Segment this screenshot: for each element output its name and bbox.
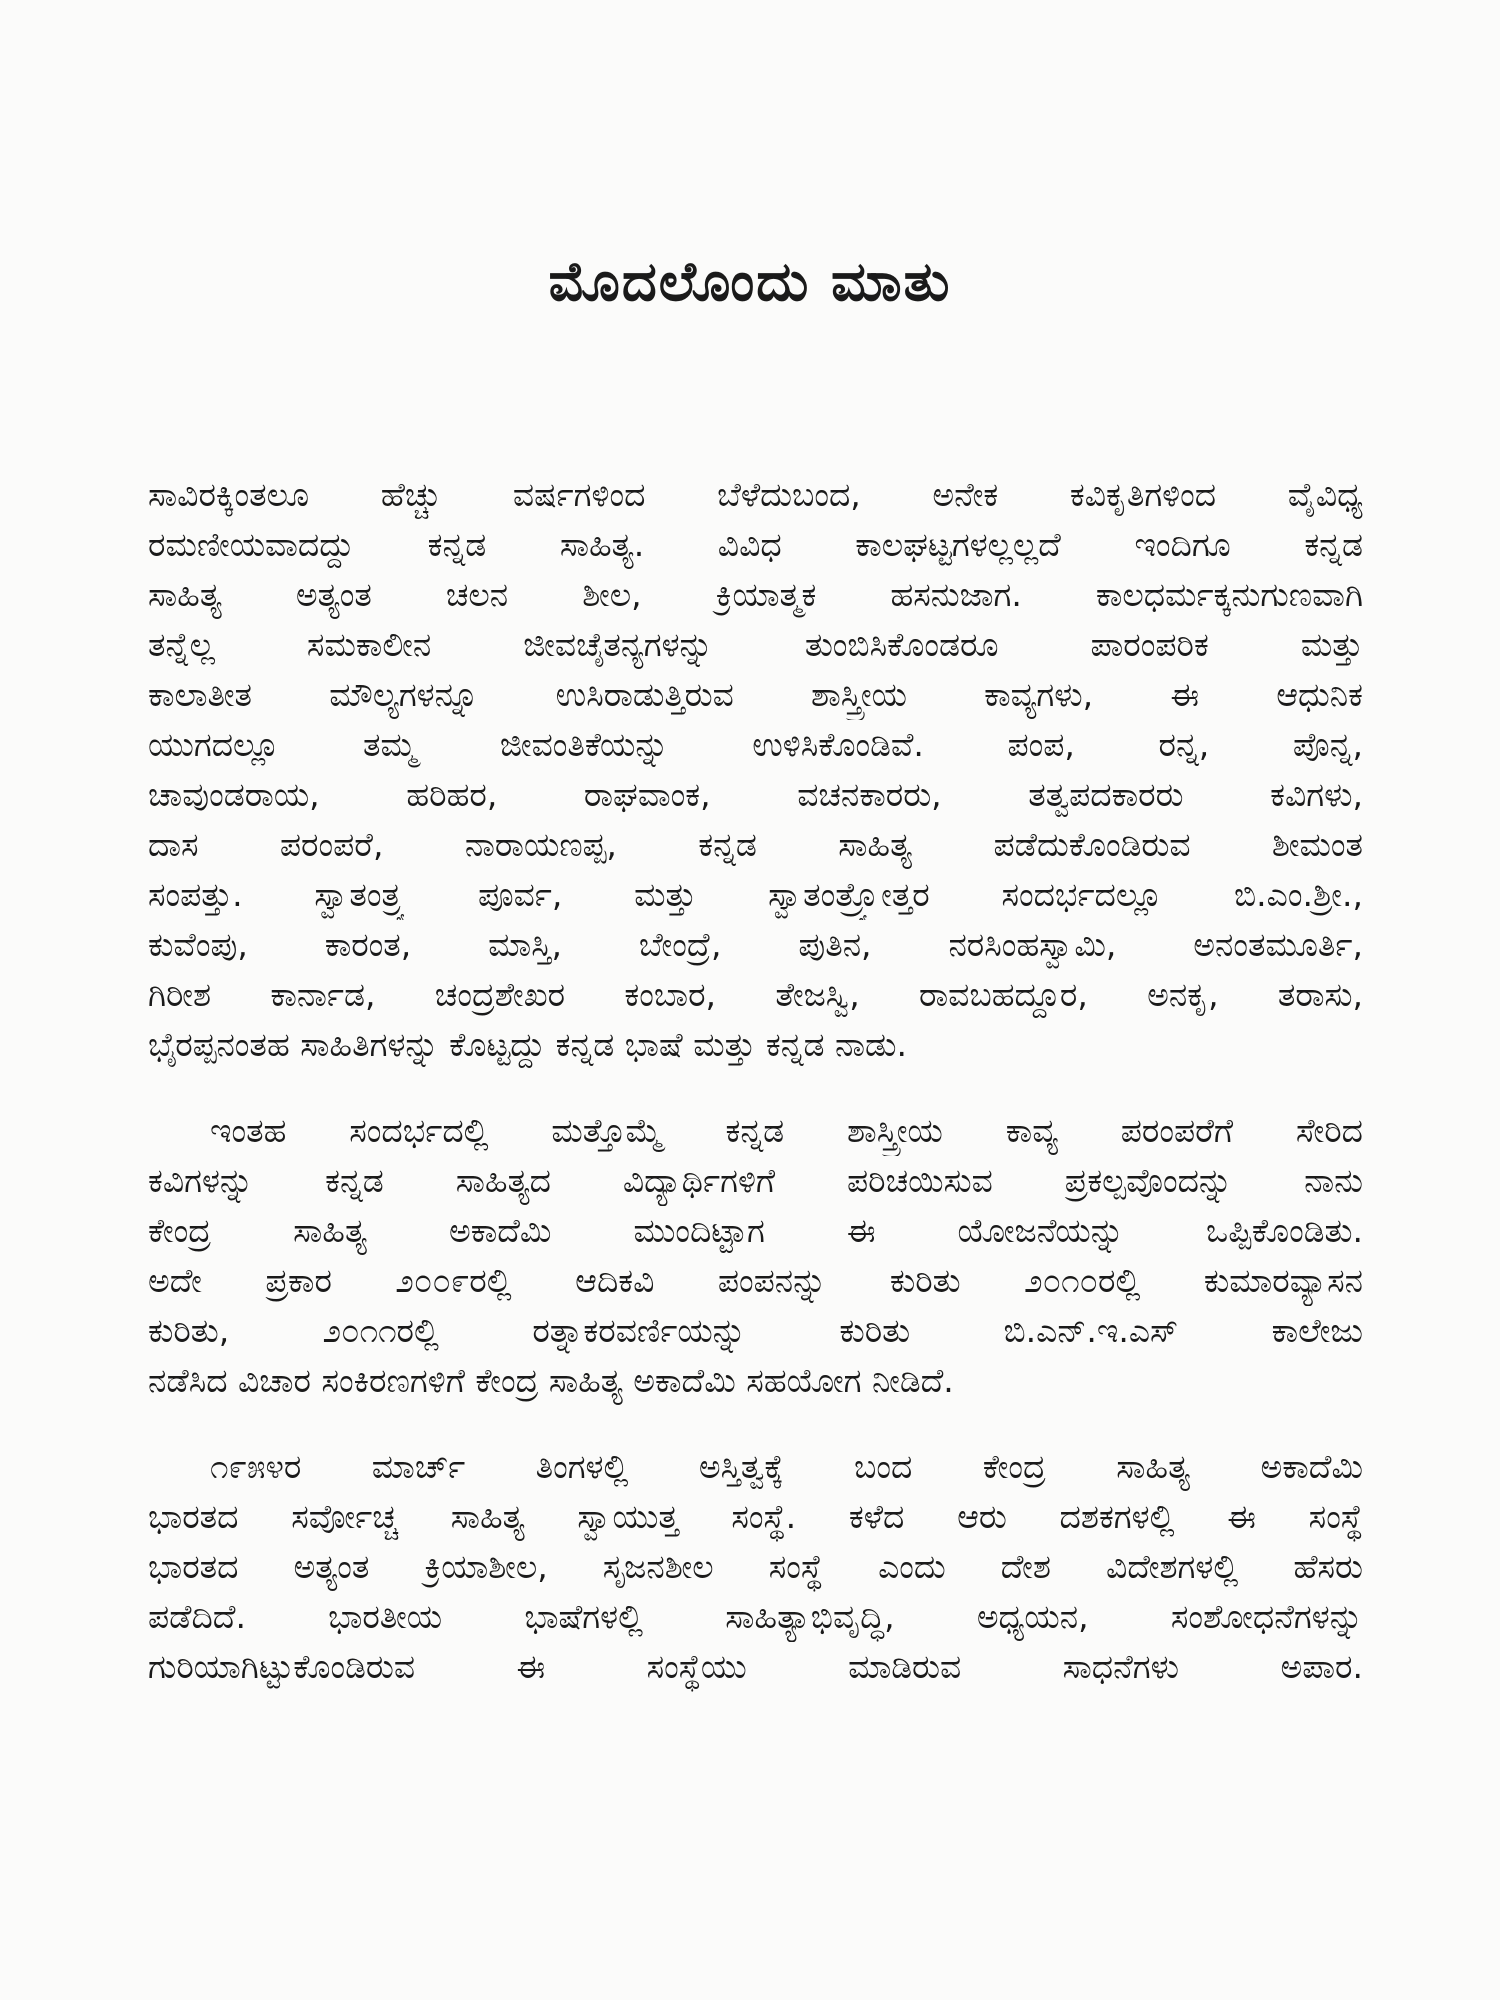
text-line: ಕಾಲಾತೀತ ಮೌಲ್ಯಗಳನ್ನೂ ಉಸಿರಾಡುತ್ತಿರುವ ಶಾಸ್ತ್ರೀಯ ಕಾವ್ಯಗಳು, ಈ ಆಧುನಿಕ [148,675,1363,714]
text-line: ಸಂಪತ್ತು. ಸ್ವಾತಂತ್ರ್ಯ ಪೂರ್ವ, ಮತ್ತು ಸ್ವಾತಂತ್ರ್ಯೋತ್ತರ ಸಂದರ್ಭದಲ್ಲೂ ಬಿ.ಎಂ.ಶ್ರೀ., [148,875,1363,914]
paragraph-2 [148,1106,1363,1406]
text-line: ನಡೆಸಿದ ವಿಚಾರ ಸಂಕಿರಣಗಳಿಗೆ ಕೇಂದ್ರ ಸಾಹಿತ್ಯ ಅಕಾದೆಮಿ ಸಹಯೋಗ ನೀಡಿದೆ. [148,1361,954,1400]
page-title: ಮೊದಲೊಂದು ಮಾತು [548,250,952,313]
text-line: ಭಾರತದ ಸರ್ವೋಚ್ಚ ಸಾಹಿತ್ಯ ಸ್ವಾಯುತ್ತ ಸಂಸ್ಥೆ. ಕಳೆದ ಆರು ದಶಕಗಳಲ್ಲಿ ಈ ಸಂಸ್ಥೆ [148,1497,1363,1536]
text-line: ಕುರಿತು, ೨೦೧೧ರಲ್ಲಿ ರತ್ನಾಕರವರ್ಣಿಯನ್ನು ಕುರಿತು ಬಿ.ಎನ್.ಇ.ಎಸ್ ಕಾಲೇಜು [148,1311,1363,1350]
text-line: ೧೯೫೪ರ ಮಾರ್ಚ್ ತಿಂಗಳಲ್ಲಿ ಅಸ್ತಿತ್ವಕ್ಕೆ ಬಂದ ಕೇಂದ್ರ ಸಾಹಿತ್ಯ ಅಕಾದೆಮಿ [210,1447,1363,1486]
text-line: ಗುರಿಯಾಗಿಟ್ಟುಕೊಂಡಿರುವ ಈ ಸಂಸ್ಥೆಯು ಮಾಡಿರುವ ಸಾಧನೆಗಳು ಅಪಾರ. [148,1647,1363,1686]
text-line: ಪಡೆದಿದೆ. ಭಾರತೀಯ ಭಾಷೆಗಳಲ್ಲಿ ಸಾಹಿತ್ಯಾಭಿವೃದ್ಧಿ, ಅಧ್ಯಯನ, ಸಂಶೋಧನೆಗಳನ್ನು [148,1597,1363,1636]
text-line: ಅದೇ ಪ್ರಕಾರ ೨೦೦೯ರಲ್ಲಿ ಆದಿಕವಿ ಪಂಪನನ್ನು ಕುರಿತು ೨೦೧೦ರಲ್ಲಿ ಕುಮಾರವ್ಯಾಸನ [148,1261,1363,1300]
text-line: ಭೈರಪ್ಪನಂತಹ ಸಾಹಿತಿಗಳನ್ನು ಕೊಟ್ಟದ್ದು ಕನ್ನಡ ಭಾಷೆ ಮತ್ತು ಕನ್ನಡ ನಾಡು. [148,1025,908,1064]
text-line: ಸಾಹಿತ್ಯ ಅತ್ಯಂತ ಚಲನ ಶೀಲ, ಕ್ರಿಯಾತ್ಮಕ ಹಸನುಜಾಗ. ಕಾಲಧರ್ಮಕ್ಕನುಗುಣವಾಗಿ [148,575,1363,614]
text-line: ಕುವೆಂಪು, ಕಾರಂತ, ಮಾಸ್ತಿ, ಬೇಂದ್ರೆ, ಪುತಿನ, ನರಸಿಂಹಸ್ವಾಮಿ, ಅನಂತಮೂರ್ತಿ, [148,925,1363,964]
text-line: ಗಿರೀಶ ಕಾರ್ನಾಡ, ಚಂದ್ರಶೇಖರ ಕಂಬಾರ, ತೇಜಸ್ವಿ, ರಾವಬಹದ್ದೂರ, ಅನಕೃ, ತರಾಸು, [148,975,1363,1014]
text-line: ಸಾವಿರಕ್ಕಿಂತಲೂ ಹೆಚ್ಚು ವರ್ಷಗಳಿಂದ ಬೆಳೆದುಬಂದ, ಅನೇಕ ಕವಿಕೃತಿಗಳಿಂದ ವೈವಿಧ್ಯ [148,475,1363,514]
text-line: ರಮಣೀಯವಾದದ್ದು ಕನ್ನಡ ಸಾಹಿತ್ಯ. ವಿವಿಧ ಕಾಲಘಟ್ಟಗಳಲ್ಲಲ್ಲದೆ ಇಂದಿಗೂ ಕನ್ನಡ [148,525,1363,564]
text-line: ಕವಿಗಳನ್ನು ಕನ್ನಡ ಸಾಹಿತ್ಯದ ವಿದ್ಯಾರ್ಥಿಗಳಿಗೆ ಪರಿಚಯಿಸುವ ಪ್ರಕಲ್ಪವೊಂದನ್ನು ನಾನು [148,1161,1363,1200]
text-line: ಯುಗದಲ್ಲೂ ತಮ್ಮ ಜೀವಂತಿಕೆಯನ್ನು ಉಳಿಸಿಕೊಂಡಿವೆ. ಪಂಪ, ರನ್ನ, ಪೊನ್ನ, [148,725,1363,764]
text-line: ಭಾರತದ ಅತ್ಯಂತ ಕ್ರಿಯಾಶೀಲ, ಸೃಜನಶೀಲ ಸಂಸ್ಥೆ ಎಂದು ದೇಶ ವಿದೇಶಗಳಲ್ಲಿ ಹೆಸರು [148,1547,1363,1586]
paragraph-1 [148,470,1363,1070]
text-line: ತನ್ನೆಲ್ಲ ಸಮಕಾಲೀನ ಜೀವಚೈತನ್ಯಗಳನ್ನು ತುಂಬಿಸಿಕೊಂಡರೂ ಪಾರಂಪರಿಕ ಮತ್ತು [148,625,1363,664]
text-line: ಕೇಂದ್ರ ಸಾಹಿತ್ಯ ಅಕಾದೆಮಿ ಮುಂದಿಟ್ಟಾಗ ಈ ಯೋಜನೆಯನ್ನು ಒಪ್ಪಿಕೊಂಡಿತು. [148,1211,1363,1250]
paragraph-gap [148,1070,1363,1106]
body-text [148,470,1363,1692]
text-line: ಇಂತಹ ಸಂದರ್ಭದಲ್ಲಿ ಮತ್ತೊಮ್ಮೆ ಕನ್ನಡ ಶಾಸ್ತ್ರೀಯ ಕಾವ್ಯ ಪರಂಪರೆಗೆ ಸೇರಿದ [210,1111,1363,1150]
text-line: ಚಾವುಂಡರಾಯ, ಹರಿಹರ, ರಾಘವಾಂಕ, ವಚನಕಾರರು, ತತ್ವಪದಕಾರರು ಕವಿಗಳು, [148,775,1363,814]
paragraph-gap [148,1406,1363,1442]
text-line: ದಾಸ ಪರಂಪರೆ, ನಾರಾಯಣಪ್ಪ, ಕನ್ನಡ ಸಾಹಿತ್ಯ ಪಡೆದುಕೊಂಡಿರುವ ಶೀಮಂತ [148,825,1363,864]
paragraph-3 [148,1442,1363,1692]
